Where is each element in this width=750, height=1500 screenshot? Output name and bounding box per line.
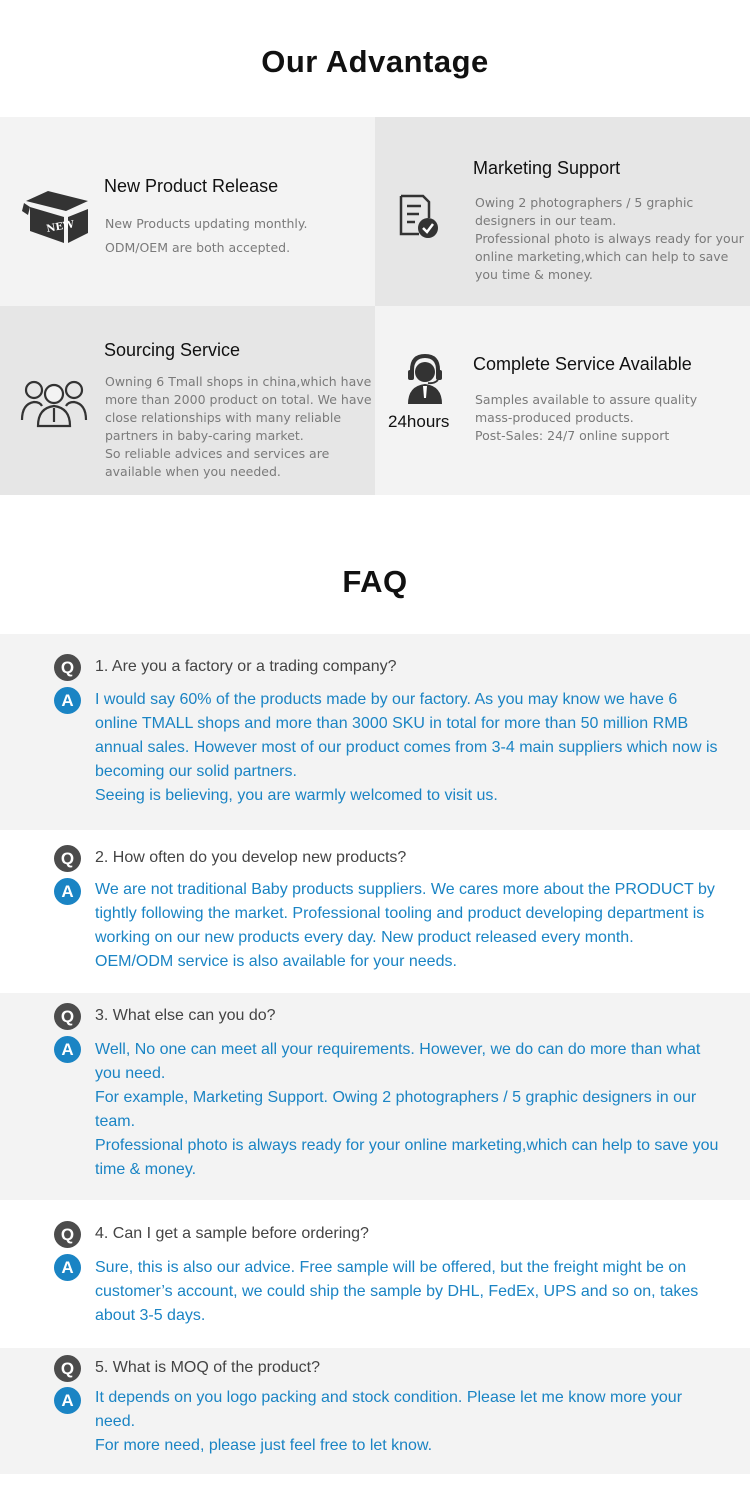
advantage-description: Owing 2 photographers / 5 graphic designers in our team. Professional photo is always ready for your online marketing,which can help to save you time & money. — [475, 195, 744, 282]
question-badge: Q — [54, 1003, 81, 1030]
question-badge: Q — [54, 654, 81, 681]
advantage-description: Samples available to assure quality mass-produced products. Post-Sales: 24/7 online support — [475, 392, 698, 443]
advantage-heading: Complete Service Available — [473, 354, 692, 374]
advantage-heading: Sourcing Service — [104, 340, 241, 360]
answer-badge: A — [54, 1387, 81, 1414]
faq-item — [0, 1348, 750, 1474]
question-badge: Q — [54, 1355, 81, 1382]
advantage-description: Owning 6 Tmall shops in china,which have more than 2000 product on total. We have close relationships with many reliable partners in baby-caring market. So reliable advices and services are available when you needed. — [105, 374, 372, 479]
faq-question: 4. Can I get a sample before ordering? — [95, 1225, 369, 1242]
faq-answer: We are not traditional Baby products suppliers. We cares more about the PRODUCT by tightly following the market. Professional tooling and product developing department is working on our new products every day. New product released every month. OEM/ODM service is also available for your needs. — [95, 881, 715, 970]
advantage-complete-service — [375, 306, 750, 495]
checklist-icon — [395, 192, 439, 240]
hours-caption: 24hours — [388, 412, 450, 431]
advantage-marketing — [375, 117, 750, 306]
faq-title: FAQ — [342, 564, 408, 599]
faq-item — [0, 634, 750, 830]
faq-item — [0, 1200, 750, 1348]
advantage-heading: Marketing Support — [473, 158, 621, 178]
advantage-description: New Products updating monthly. ODM/OEM are both accepted. — [105, 216, 308, 255]
faq-question: 5. What is MOQ of the product? — [95, 1359, 320, 1376]
advantage-sourcing — [0, 306, 375, 495]
new-badge-text: NEW — [45, 219, 76, 235]
advantage-title: Our Advantage — [261, 44, 489, 79]
faq-item — [0, 830, 750, 993]
new-box-icon — [22, 187, 92, 245]
faq-question: 2. How often do you develop new products? — [95, 849, 407, 866]
advantage-grid — [0, 117, 750, 495]
faq-question: 1. Are you a factory or a trading company? — [95, 658, 397, 675]
faq-answer: Sure, this is also our advice. Free sample will be offered, but the freight might be on customer’s account, we could ship the sample by DHL, FedEx, UPS and so on, takes about 3-5 days. — [95, 1259, 699, 1324]
question-badge: Q — [54, 845, 81, 872]
advantage-heading: New Product Release — [104, 176, 279, 196]
faq-answer: It depends on you logo packing and stock condition. Please let me know more your need. For more need, please just feel free to let know. — [95, 1389, 683, 1454]
answer-badge: A — [54, 687, 81, 714]
faq-question: 3. What else can you do? — [95, 1007, 276, 1024]
answer-badge: A — [54, 878, 81, 905]
faq-answer: I would say 60% of the products made by our factory. As you may know we have 6 online TMALL shops and more than 3000 SKU in total for more than 50 million RMB annual sales. However most of our product comes from 3-4 main suppliers which now is becoming our solid partners. Seeing is believing, you are warmly welcomed to visit us. — [95, 691, 718, 804]
question-badge: Q — [54, 1221, 81, 1248]
faq-answer: Well, No one can meet all your requirements. However, we do can do more than what you need. For example, Marketing Support. Owing 2 photographers / 5 graphic designers in our team. Professional photo is always ready for your online marketing,which can help to save you time & money. — [95, 1041, 719, 1178]
faq-item — [0, 993, 750, 1200]
advantage-new-product — [0, 117, 375, 306]
answer-badge: A — [54, 1036, 81, 1063]
answer-badge: A — [54, 1254, 81, 1281]
headset-agent-icon — [404, 352, 446, 404]
team-icon — [20, 376, 88, 428]
